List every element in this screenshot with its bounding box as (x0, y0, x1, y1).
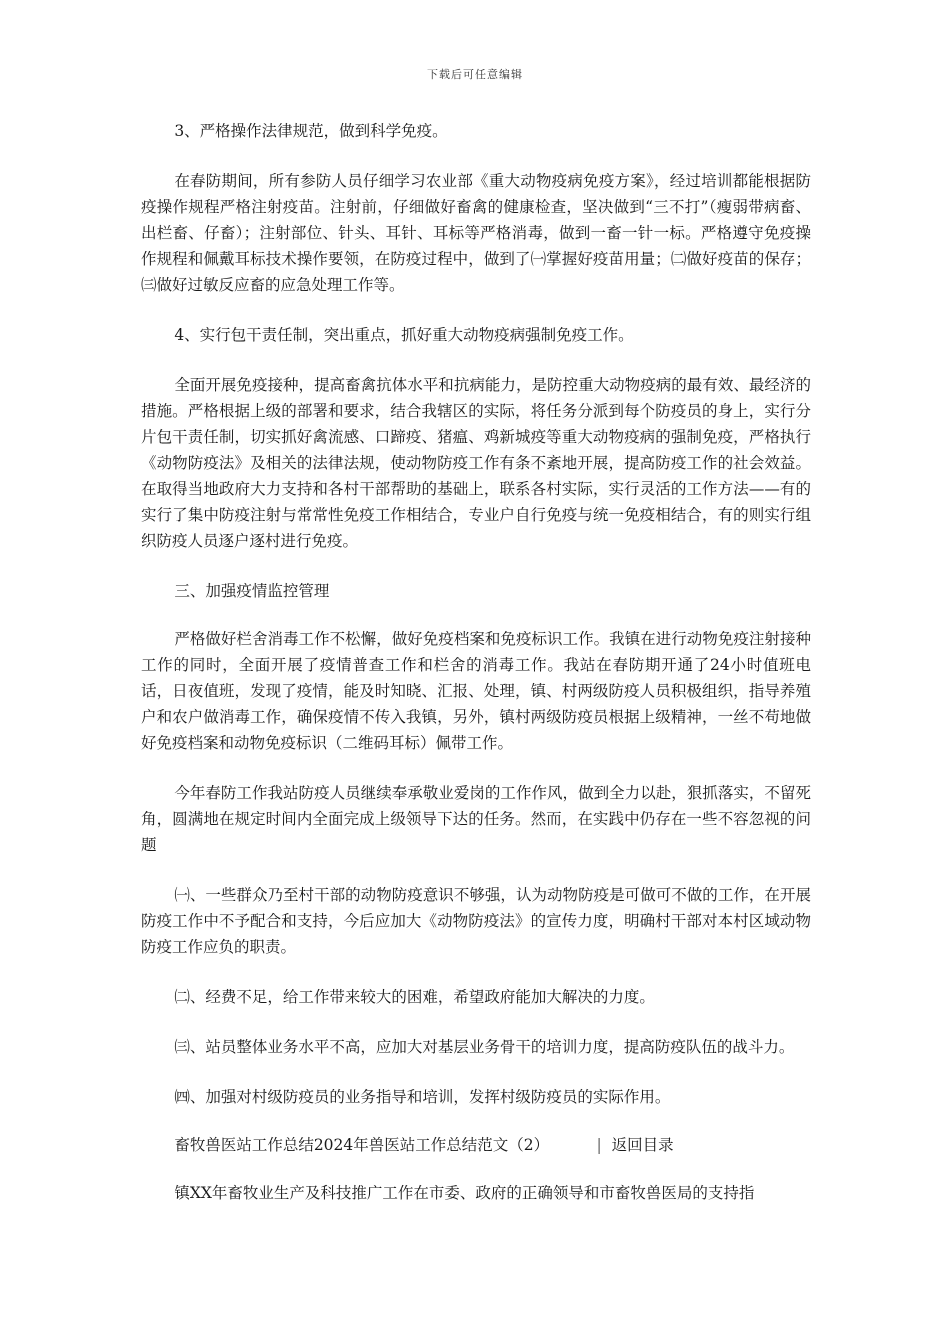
paragraph-heading-4: 4、实行包干责任制，突出重点，抓好重大动物疫病强制免疫工作。 (174, 326, 634, 344)
paragraph-body: 在春防期间，所有参防人员仔细学习农业部《重大动物疫病免疫方案》，经过培训都能根据防疫操作规程严格注射疫苗。注射前，仔细做好畜禽的健康检查，坚决做到“三不打”（瘦弱带病畜、出栏畜、仔畜）；注射部位、针头、耳针、耳标等严格消毒，做到一畜一针一标。严格遵守免疫操作规程和佩戴耳标技术操作要领，在防疫过程中，做到了㈠掌握好疫苗用量；㈡做好疫苗的保存；㈢做好过敏反应畜的应急处理工作等。 (141, 172, 811, 294)
paragraph-body: 镇XX年畜牧业生产及科技推广工作在市委、政府的正确领导和市畜牧兽医局的支持指 (174, 1184, 755, 1202)
problem-item: ㈡、经费不足，给工作带来较大的困难，希望政府能加大解决的力度。 (174, 988, 655, 1006)
paragraph-body: 今年春防工作我站防疫人员继续奉承敬业爱岗的工作作风，做到全力以赴，狠抓落实，不留死角，圆满地在规定时间内全面完成上级领导下达的任务。然而，在实践中仍存在一些不容忽视的问题 (141, 784, 811, 854)
problem-item: ㈣、加强对村级防疫员的业务指导和培训，发挥村级防疫员的实际作用。 (174, 1088, 671, 1106)
paragraph-heading-3: 3、严格操作法律规范，做到科学免疫。 (174, 122, 448, 140)
separator: | (596, 1136, 602, 1154)
problem-item: ㈢、站员整体业务水平不高，应加大对基层业务骨干的培训力度，提高防疫队伍的战斗力。 (174, 1038, 795, 1056)
document-body (141, 118, 811, 1206)
problem-item: ㈠、一些群众乃至村干部的动物防疫意识不够强，认为动物防疫是可做可不做的工作，在开展防疫工作中不予配合和支持，今后应加大《动物防疫法》的宣传力度，明确村干部对本村区域动物防疫工作应负的职责。 (141, 886, 811, 956)
back-to-toc-link[interactable]: 返回目录 (611, 1136, 674, 1154)
paragraph-body: 严格做好栏舍消毒工作不松懈，做好免疫档案和免疫标识工作。我镇在进行动物免疫注射接种工作的同时，全面开展了疫情普查工作和栏舍的消毒工作。我站在春防期开通了24小时值班电话，日夜值班，发现了疫情，能及时知晓、汇报、处理，镇、村两级防疫人员积极组织，指导养殖户和农户做消毒工作，确保疫情不传入我镇，另外，镇村两级防疫员根据上级精神，一丝不苟地做好免疫档案和动物免疫标识（二维码耳标）佩带工作。 (141, 630, 811, 752)
paragraph-body: 全面开展免疫接种，提高畜禽抗体水平和抗病能力，是防控重大动物疫病的最有效、最经济的措施。严格根据上级的部署和要求，结合我辖区的实际，将任务分派到每个防疫员的身上，实行分片包干责任制，切实抓好禽流感、口蹄疫、猪瘟、鸡新城疫等重大动物疫病的强制免疫，严格执行《动物防疫法》及相关的法律法规，使动物防疫工作有条不紊地开展，提高防疫工作的社会效益。在取得当地政府大力支持和各村干部帮助的基础上，联系各村实际，实行灵活的工作方法——有的实行了集中防疫注射与常常性免疫工作相结合，专业户自行免疫与统一免疫相结合，有的则实行组织防疫人员逐户逐村进行免疫。 (141, 376, 811, 550)
section-heading: 三、加强疫情监控管理 (174, 582, 330, 600)
section-title: 畜牧兽医站工作总结2024年兽医站工作总结范文（2） (174, 1136, 550, 1154)
toc-row (141, 1132, 811, 1158)
page-header-note: 下载后可任意编辑 (427, 68, 523, 81)
